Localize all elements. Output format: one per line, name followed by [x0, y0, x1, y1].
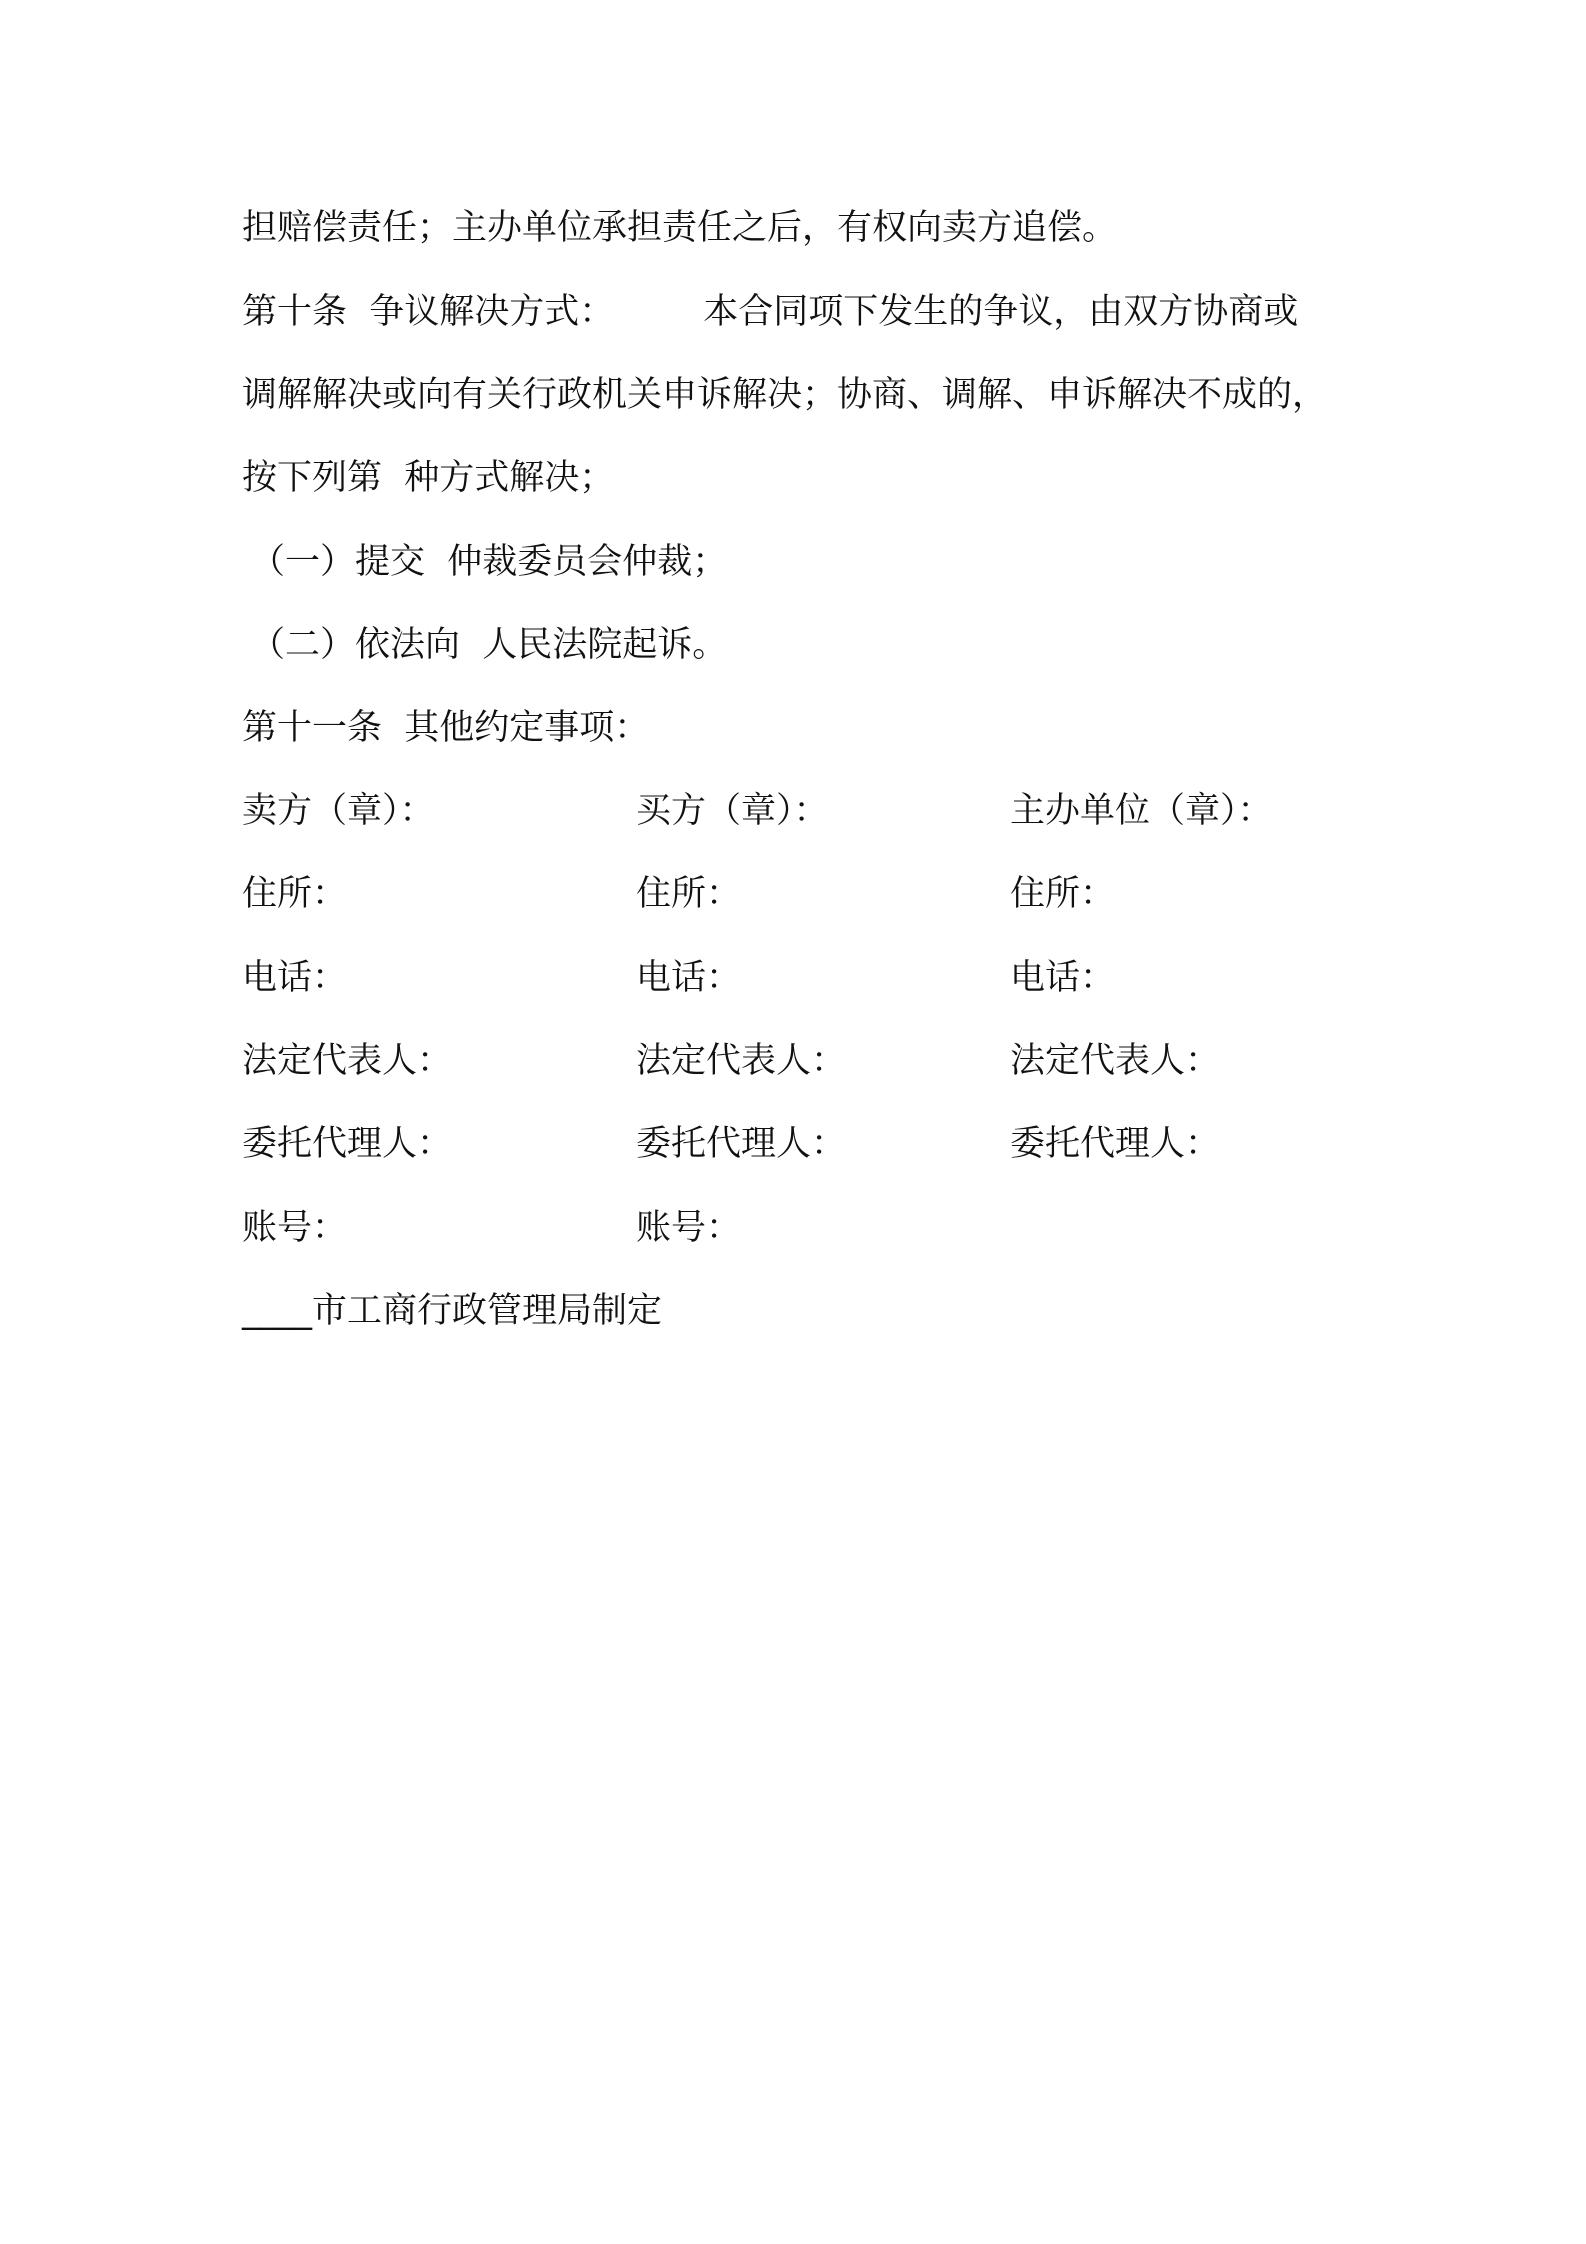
text-line-resolution-method: 按下列第 种方式解决；	[242, 458, 615, 498]
text-line-article-11: 第十一条 其他约定事项：	[242, 708, 650, 748]
text-line-article-10: 第十条 争议解决方式： 本合同项下发生的争议，由双方协商或	[242, 292, 1299, 332]
buyer-seal-label: 买方（章）：	[636, 791, 829, 831]
organizer-phone-label: 电话：	[1010, 958, 1116, 998]
seller-address-label: 住所：	[242, 874, 348, 914]
text-line-liability: 担赔偿责任；主办单位承担责任之后，有权向卖方追偿。	[242, 208, 1118, 248]
text-line-option-arbitration: （一）提交 仲裁委员会仲裁；	[250, 542, 728, 582]
seller-agent-label: 委托代理人：	[242, 1124, 453, 1164]
organizer-legal-rep-label: 法定代表人：	[1010, 1041, 1221, 1081]
buyer-legal-rep-label: 法定代表人：	[636, 1041, 847, 1081]
signature-row-agent	[0, 1122, 1586, 1166]
signature-row-seal	[0, 789, 1586, 833]
seller-seal-label: 卖方（章）：	[242, 791, 435, 831]
organizer-agent-label: 委托代理人：	[1010, 1124, 1221, 1164]
text-line-option-court: （二）依法向 人民法院起诉。	[250, 625, 728, 665]
organizer-address-label: 住所：	[1010, 874, 1116, 914]
signature-row-address	[0, 872, 1586, 916]
buyer-address-label: 住所：	[636, 874, 742, 914]
text-line-dispute-resolution: 调解解决或向有关行政机关申诉解决；协商、调解、申诉解决不成的，	[242, 375, 1328, 415]
organizer-seal-label: 主办单位（章）：	[1010, 791, 1273, 831]
signature-row-phone	[0, 956, 1586, 1000]
seller-legal-rep-label: 法定代表人：	[242, 1041, 453, 1081]
signature-row-legal-rep	[0, 1039, 1586, 1083]
seller-account-label: 账号：	[242, 1208, 348, 1248]
buyer-phone-label: 电话：	[636, 958, 742, 998]
footer-issuer: ____市工商行政管理局制定	[242, 1291, 663, 1331]
buyer-account-label: 账号：	[636, 1208, 742, 1248]
buyer-agent-label: 委托代理人：	[636, 1124, 847, 1164]
seller-phone-label: 电话：	[242, 958, 348, 998]
signature-row-account	[0, 1206, 1586, 1250]
